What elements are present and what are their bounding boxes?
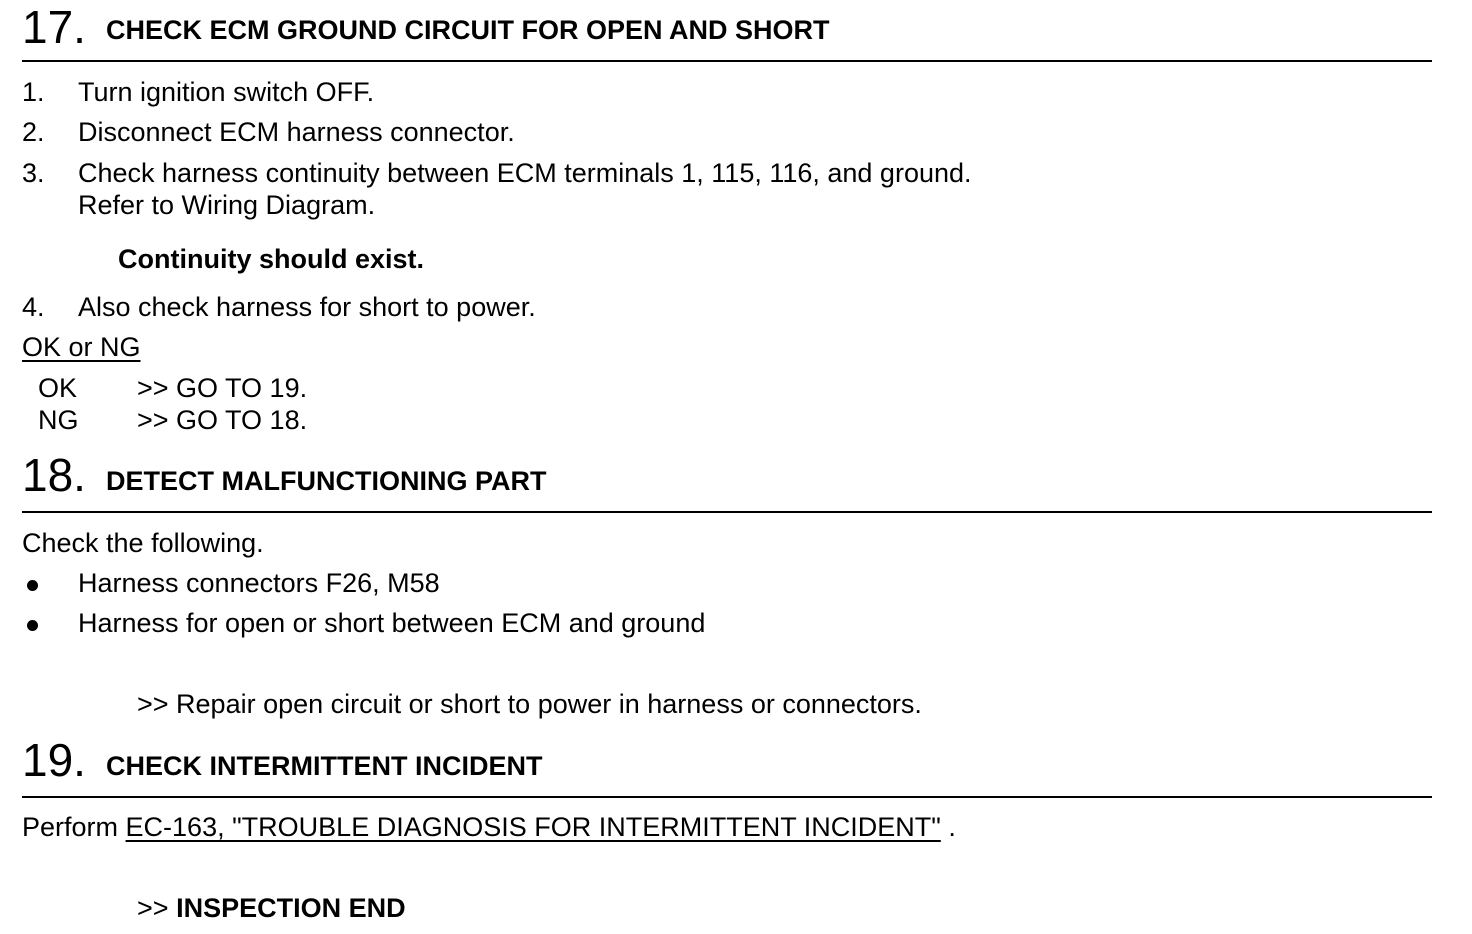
ok-or-ng-label: OK or NG [22, 332, 141, 362]
result-label-ng: NG [38, 405, 79, 435]
bullet-icon [27, 580, 38, 591]
result-action-go-to-19[interactable]: >> GO TO 19. [137, 373, 308, 403]
result-label-ok: OK [38, 373, 78, 403]
bullet-icon [27, 620, 38, 631]
item-number: 2. [22, 117, 45, 147]
check-intro: Check the following. [22, 528, 264, 558]
item-text-continued: Refer to Wiring Diagram. [78, 190, 376, 220]
end-label: INSPECTION END [176, 893, 406, 923]
item-number: 3. [22, 158, 45, 188]
step-17-number: 17. [22, 1, 86, 53]
step-19-title: CHECK INTERMITTENT INCIDENT [106, 751, 543, 781]
ec-163-link[interactable]: EC-163, "TROUBLE DIAGNOSIS FOR INTERMITTENT INCIDENT" [125, 812, 941, 842]
divider [22, 60, 1432, 62]
step-18-title: DETECT MALFUNCTIONING PART [106, 466, 547, 496]
step-19-number: 19. [22, 734, 86, 786]
inspection-end [137, 893, 406, 924]
perform-line [22, 812, 956, 843]
item-text: Turn ignition switch OFF. [78, 77, 375, 107]
step-18-number: 18. [22, 449, 86, 501]
item-text: Also check harness for short to power. [78, 292, 536, 322]
step-17-title: CHECK ECM GROUND CIRCUIT FOR OPEN AND SHORT [106, 15, 830, 45]
repair-action: >> Repair open circuit or short to power in harness or connectors. [137, 689, 922, 719]
continuity-note: Continuity should exist. [118, 244, 425, 274]
period: . [948, 812, 956, 842]
divider [22, 511, 1432, 513]
item-text: Check harness continuity between ECM terminals 1, 115, 116, and ground. [78, 158, 972, 188]
bullet-text: Harness for open or short between ECM and ground [78, 608, 706, 638]
divider [22, 796, 1432, 798]
item-number: 4. [22, 292, 45, 322]
end-prefix: >> [137, 893, 169, 923]
result-action-go-to-18[interactable]: >> GO TO 18. [137, 405, 308, 435]
perform-text: Perform [22, 812, 119, 842]
bullet-text: Harness connectors F26, M58 [78, 568, 440, 598]
item-number: 1. [22, 77, 45, 107]
item-text: Disconnect ECM harness connector. [78, 117, 515, 147]
